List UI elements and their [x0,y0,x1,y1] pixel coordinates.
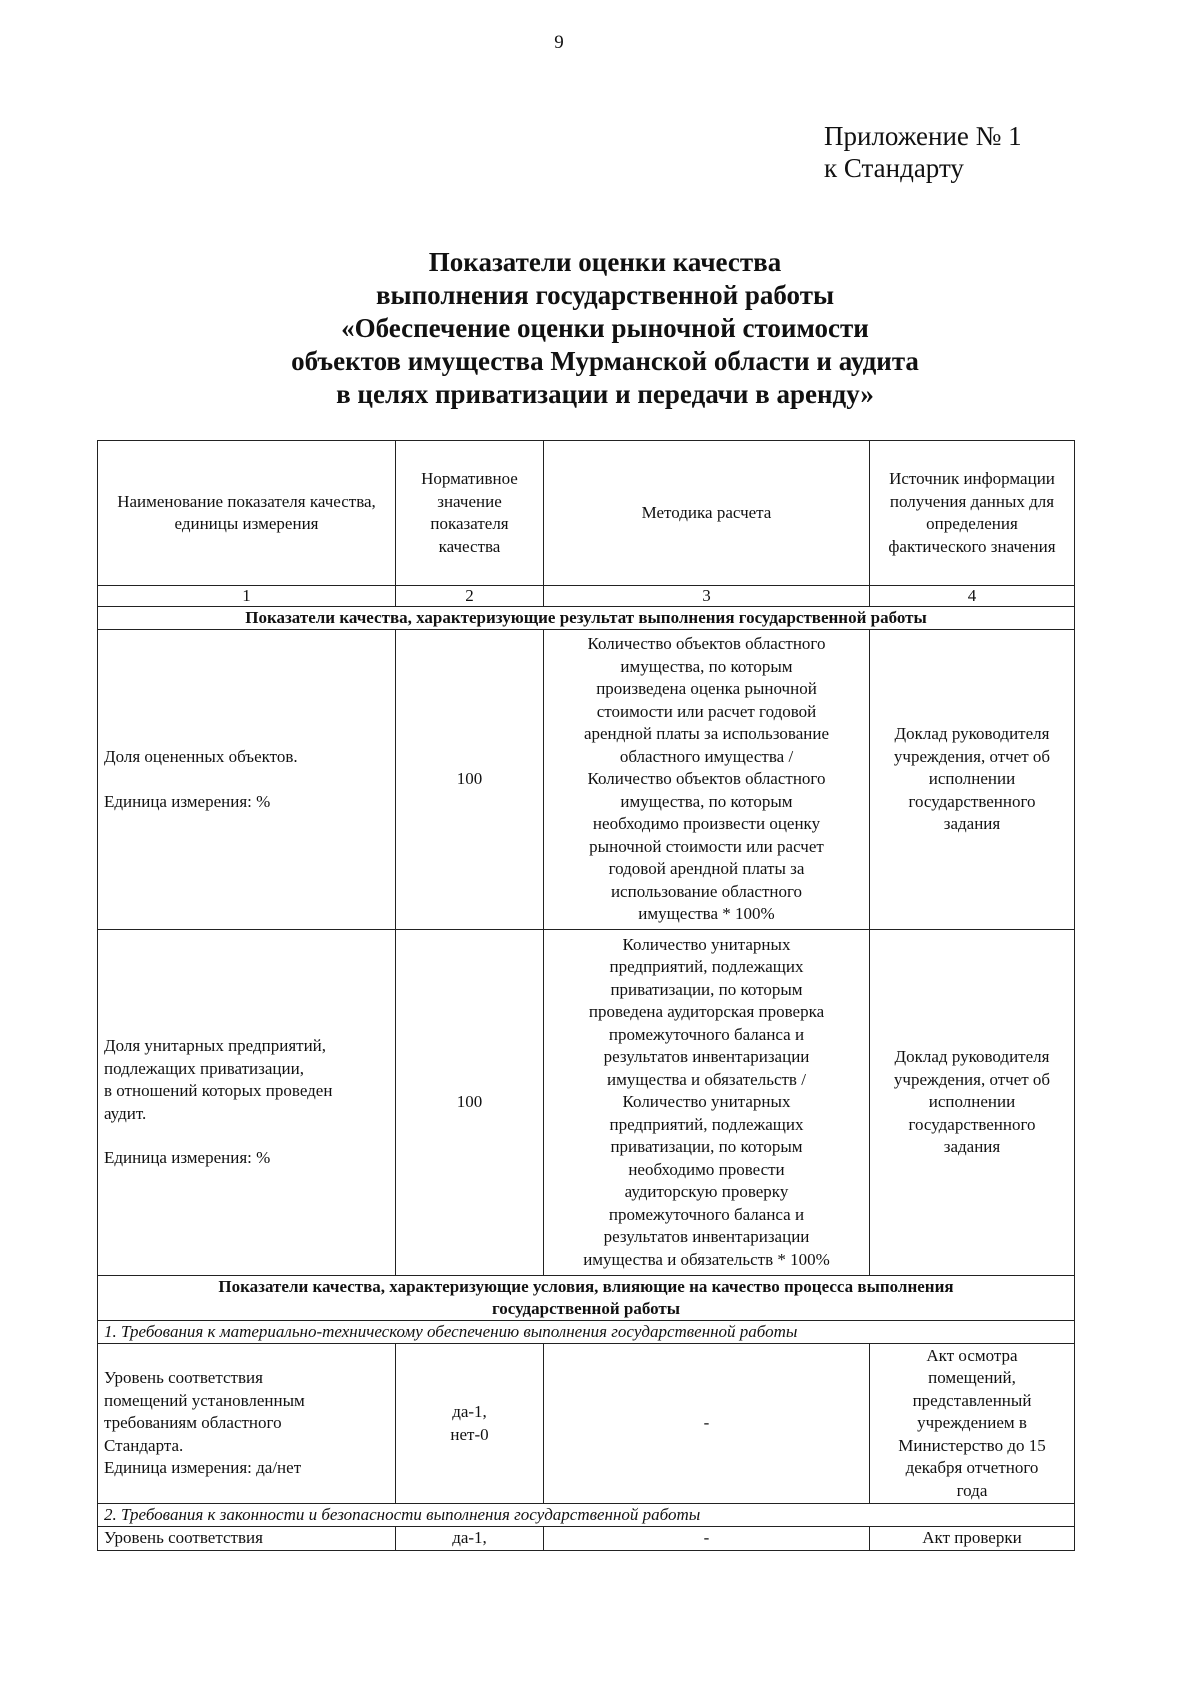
appendix-line-2: к Стандарту [824,153,964,183]
subsection-heading: 1. Требования к материально-техническому обеспечению выполнения государственной работы [98,1321,1075,1344]
subsection-row [98,1321,1075,1344]
section-heading-row [98,607,1075,630]
calculation-method: - [544,1527,870,1551]
source-line: учреждения, отчет об [893,1069,1051,1089]
indicator-name-cell [98,1344,396,1504]
title-line: «Обеспечение оценки рыночной стоимости [341,313,869,343]
title-line: в целях приватизации и передачи в аренду» [336,379,874,409]
indicator-name-line: требованиям областного [104,1413,282,1433]
source-line: Доклад руководителя [894,1047,1050,1067]
indicator-unit: Единица измерения: % [104,791,271,811]
appendix-label [824,120,1022,184]
subsection-heading: 2. Требования к законности и безопасности выполнения государственной работы [98,1504,1075,1527]
section-heading-conditions [98,1276,1075,1321]
source-line: учреждением в [917,1413,1027,1433]
method-line: промежуточного баланса и [608,1024,805,1044]
quality-indicators-table [97,440,1075,1551]
normative-value: 100 [396,630,544,930]
method-line: результатов инвентаризации [603,1227,810,1247]
method-line: имущества, по которым [620,791,793,811]
method-line: предприятий, подлежащих [609,1114,804,1134]
method-line: имущества * 100% [638,904,775,924]
header-data-source: Источник информации получения данных для определения фактического значения [870,441,1075,586]
indicator-name-line: Уровень соответствия [104,1368,263,1388]
normative-value: да-1, [452,1402,487,1421]
table-row [98,1344,1075,1504]
method-line: имущества и обязательств * 100% [583,1249,830,1269]
source-line: государственного [908,791,1036,811]
indicator-name: Уровень соответствия [98,1527,396,1551]
method-line: годовой арендной платы за [608,859,805,879]
method-line: аудиторскую проверку [624,1182,789,1202]
indicator-name-line: Стандарта. [104,1435,184,1455]
table-row [98,630,1075,930]
subsection-row [98,1504,1075,1527]
method-line: Количество унитарных [622,1092,791,1112]
method-line: Количество объектов областного [587,634,826,654]
title-line: выполнения государственной работы [375,280,835,310]
calculation-method-cell [544,930,870,1276]
data-source: Акт проверки [870,1527,1075,1551]
method-line: проведена аудиторская проверка [588,1002,825,1022]
method-line: использование областного [610,881,803,901]
method-line: приватизации, по которым [610,979,803,999]
section-heading-line: государственной работы [492,1299,680,1318]
source-line: года [956,1480,988,1500]
column-number: 3 [544,586,870,607]
method-line: арендной платы за использование [583,724,830,744]
source-line: задания [943,814,1001,834]
source-line: помещений, [928,1368,1016,1388]
method-line: Количество объектов областного [587,769,826,789]
source-line: исполнении [928,1092,1016,1112]
normative-value: да-1, [396,1527,544,1551]
page-number: 9 [554,32,564,53]
indicator-name-line: в отношений которых проведен [104,1081,333,1101]
source-line: Акт осмотра [926,1345,1018,1365]
method-line: предприятий, подлежащих [609,957,804,977]
column-number: 1 [98,586,396,607]
method-line: областного имущества / [619,746,794,766]
header-indicator-name: Наименование показателя качества, единицы измерения [98,441,396,586]
indicator-name-cell [98,630,396,930]
source-line: декабря отчетного [905,1458,1039,1478]
source-line: исполнении [928,769,1016,789]
method-line: произведена оценка рыночной [596,679,817,699]
data-source-cell [870,930,1075,1276]
indicator-name-line: подлежащих приватизации, [104,1058,304,1078]
normative-value: нет-0 [450,1424,489,1444]
method-line: стоимости или расчет годовой [596,701,817,721]
source-line: Министерство до 15 [898,1435,1046,1455]
method-line: необходимо провести [628,1159,785,1179]
normative-value: 100 [396,930,544,1276]
section-heading-row [98,1276,1075,1321]
indicator-name-cell [98,930,396,1276]
method-line: Количество унитарных [622,934,791,954]
indicator-unit: Единица измерения: % [104,1148,271,1168]
source-line: представленный [912,1390,1032,1410]
indicator-name-line: аудит. [104,1103,147,1123]
table-row [98,930,1075,1276]
normative-value-cell [396,1344,544,1504]
calculation-method-cell [544,630,870,930]
indicator-name-line: Доля унитарных предприятий, [104,1036,327,1056]
header-normative-value: Нормативное значение показателя качества [396,441,544,586]
source-line: учреждения, отчет об [893,746,1051,766]
header-calculation-method: Методика расчета [544,441,870,586]
method-line: необходимо произвести оценку [592,814,821,834]
method-line: промежуточного баланса и [608,1204,805,1224]
method-line: имущества и обязательств / [607,1069,806,1089]
source-line: государственного [908,1114,1036,1134]
section-heading-result: Показатели качества, характеризующие результат выполнения государственной работы [98,607,1075,630]
indicator-unit: Единица измерения: да/нет [104,1458,302,1478]
column-number-row [98,586,1075,607]
method-line: рыночной стоимости или расчет [589,836,824,856]
indicator-name: Доля оцененных объектов. [104,747,298,766]
title-line: объектов имущества Мурманской области и аудита [291,346,919,376]
section-heading-line: Показатели качества, характеризующие условия, влияющие на качество процесса выполнения [218,1277,954,1296]
column-number: 2 [396,586,544,607]
table-row [98,1527,1075,1551]
method-line: имущества, по которым [620,656,793,676]
appendix-line-1: Приложение № 1 [824,121,1022,151]
data-source-cell [870,630,1075,930]
header-row [98,441,1075,586]
method-line: приватизации, по которым [610,1137,803,1157]
column-number: 4 [870,586,1075,607]
title-line: Показатели оценки качества [428,247,782,277]
indicator-name-line: помещений установленным [104,1390,305,1410]
data-source-cell [870,1344,1075,1504]
method-line: результатов инвентаризации [603,1047,810,1067]
calculation-method: - [544,1344,870,1504]
document-title [205,246,1005,411]
source-line: Доклад руководителя [894,724,1050,744]
source-line: задания [943,1137,1001,1157]
